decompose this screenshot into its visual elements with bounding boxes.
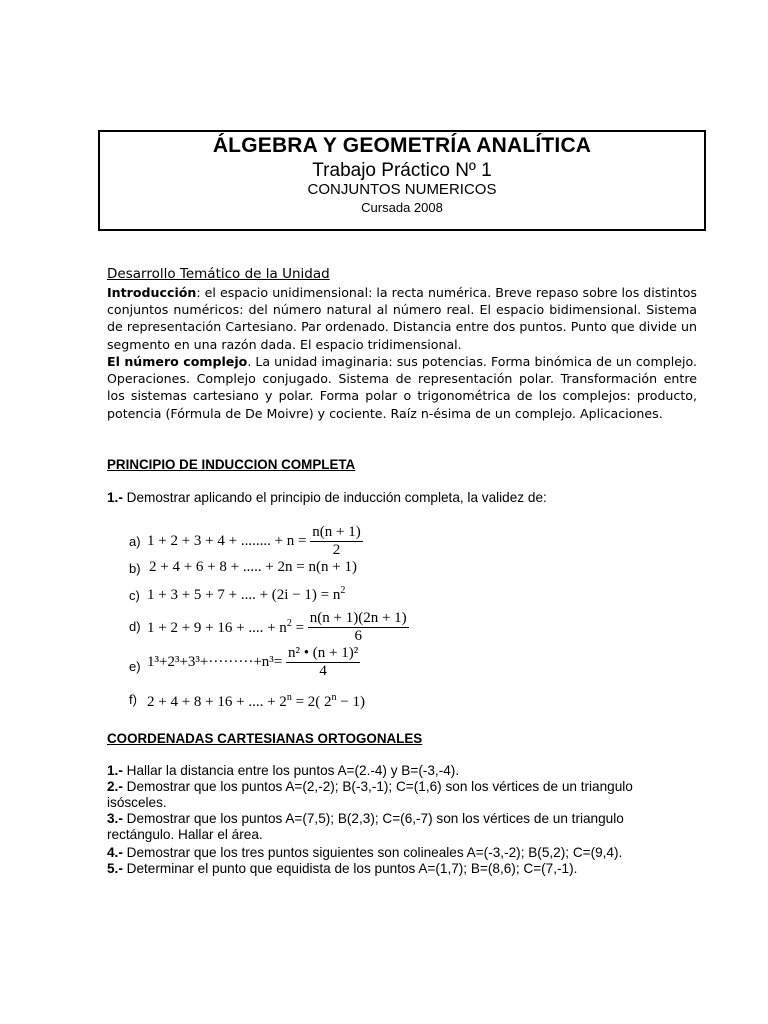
formula-a-num: n(n + 1) (312, 524, 361, 540)
formula-d-lhs: 1 + 2 + 9 + 16 + .... + n (147, 620, 287, 636)
formula-c (147, 585, 345, 604)
intro-text: : el espacio unidimensional: la recta numérica. Breve repaso sobre los distintos conjuntos numéricos: del número natural al número real. El espacio bidimensional. Sistema de representación Cartesiano. Par ordenado. Distancia entre dos puntos. Punto que divide un segmento en una razón dada. El espacio tridimensional. (107, 285, 697, 352)
coordenadas-heading: COORDENADAS CARTESIANAS ORTOGONALES (107, 731, 423, 746)
formula-e-fraction (286, 645, 360, 680)
formula-f-eq: = 2( 2 (291, 694, 332, 710)
formula-f-rhs: − 1) (336, 694, 365, 710)
formula-f-rhs-exp: n (331, 692, 337, 703)
coord-item-3 (107, 811, 624, 826)
formula-f (147, 692, 365, 711)
formula-c-lhs: 1 + 3 + 5 + 7 + .... + (2i − 1) = (147, 587, 330, 603)
complex-paragraph (107, 353, 697, 422)
coord-item-4-num: 4.- (107, 845, 123, 860)
item-label-c: c) (129, 588, 140, 603)
coord-item-1 (107, 763, 459, 778)
intro-paragraph (107, 284, 697, 353)
formula-d-eq: = (291, 620, 305, 636)
item-label-d: d) (129, 619, 141, 634)
question-text: Demostrar aplicando el principio de inducción completa, la validez de: (122, 490, 547, 505)
coord-item-2-num: 2.- (107, 779, 123, 794)
formula-e-den: 4 (319, 663, 327, 679)
document-subtitle: Trabajo Práctico Nº 1 (312, 160, 492, 181)
question-number: 1.- (107, 490, 123, 505)
coord-item-5-num: 5.- (107, 861, 123, 876)
coord-item-3-cont: rectángulo. Hallar el área. (107, 827, 263, 842)
coord-item-3-text: Demostrar que los puntos A=(7,5); B(2,3); C=(6,-7) son los vértices de un triangulo (122, 811, 624, 826)
coord-item-5-text: Determinar el punto que equidista de los puntos A=(1,7); B=(8,6); C=(7,-1). (122, 861, 578, 876)
induccion-heading: PRINCIPIO DE INDUCCION COMPLETA (107, 457, 356, 472)
formula-e (147, 645, 360, 680)
coord-item-3-num: 3.- (107, 811, 123, 826)
document-term: Cursada 2008 (361, 200, 443, 215)
item-label-e: e) (129, 659, 141, 674)
induccion-question (107, 490, 547, 505)
formula-a-den: 2 (332, 542, 341, 558)
formula-c-rhs: n (332, 587, 341, 603)
formula-a (147, 524, 363, 559)
complex-text: . La unidad imaginaria: sus potencias. Forma binómica de un complejo. Operaciones. Complejo conjugado. Sistema de representación polar. Transformación entre los sistemas cartesiano y polar. Forma polar o trigonométrica de los complejos: producto, potencia (Fórmula de De Moivre) y cociente. Raíz n-ésima de un complejo. Aplicaciones. (107, 354, 697, 421)
formula-a-fraction (310, 524, 362, 559)
complex-lead: El número complejo (107, 354, 248, 369)
formula-d (147, 610, 409, 645)
title-box (98, 130, 706, 231)
formula-a-lhs: 1 + 2 + 3 + 4 + ........ + n = (147, 533, 307, 549)
item-label-a: a) (129, 534, 141, 549)
formula-d-num: n(n + 1)(2n + 1) (309, 610, 407, 626)
coord-item-2-text: Demostrar que los puntos A=(2,-2); B(-3,-1); C=(1,6) son los vértices de un triangulo (122, 779, 633, 794)
coord-item-2 (107, 779, 633, 794)
formula-f-lhs: 2 + 4 + 8 + 16 + .... + 2 (147, 694, 287, 710)
coord-item-5 (107, 861, 577, 876)
item-label-b: b) (129, 561, 141, 576)
formula-d-fraction (308, 610, 409, 645)
coord-item-4 (107, 845, 622, 860)
coord-item-1-text: Hallar la distancia entre los puntos A=(2.-4) y B=(-3,-4). (122, 763, 460, 778)
desarrollo-heading: Desarrollo Temático de la Unidad (107, 266, 330, 282)
coord-item-4-text: Demostrar que los tres puntos siguientes son colineales A=(-3,-2); B(5,2); C=(9,4). (122, 845, 623, 860)
document-topic: CONJUNTOS NUMERICOS (307, 181, 497, 198)
item-label-f: f) (129, 692, 137, 707)
document-title: ÁLGEBRA Y GEOMETRÍA ANALÍTICA (212, 134, 592, 157)
formula-e-lhs: 1³+2³+3³+·········+n³= (147, 654, 283, 670)
formula-d-den: 6 (354, 628, 362, 644)
formula-e-num: n² • (n + 1)² (288, 645, 359, 661)
coord-item-1-num: 1.- (107, 763, 123, 778)
formula-f-exp: n (286, 692, 292, 703)
intro-lead: Introducción (107, 285, 197, 300)
formula-d-exp: 2 (286, 618, 292, 629)
formula-b: 2 + 4 + 6 + 8 + ..... + 2n = n(n + 1) (149, 559, 357, 575)
formula-c-exp: 2 (340, 585, 346, 596)
coord-item-2-cont: isósceles. (107, 795, 167, 810)
